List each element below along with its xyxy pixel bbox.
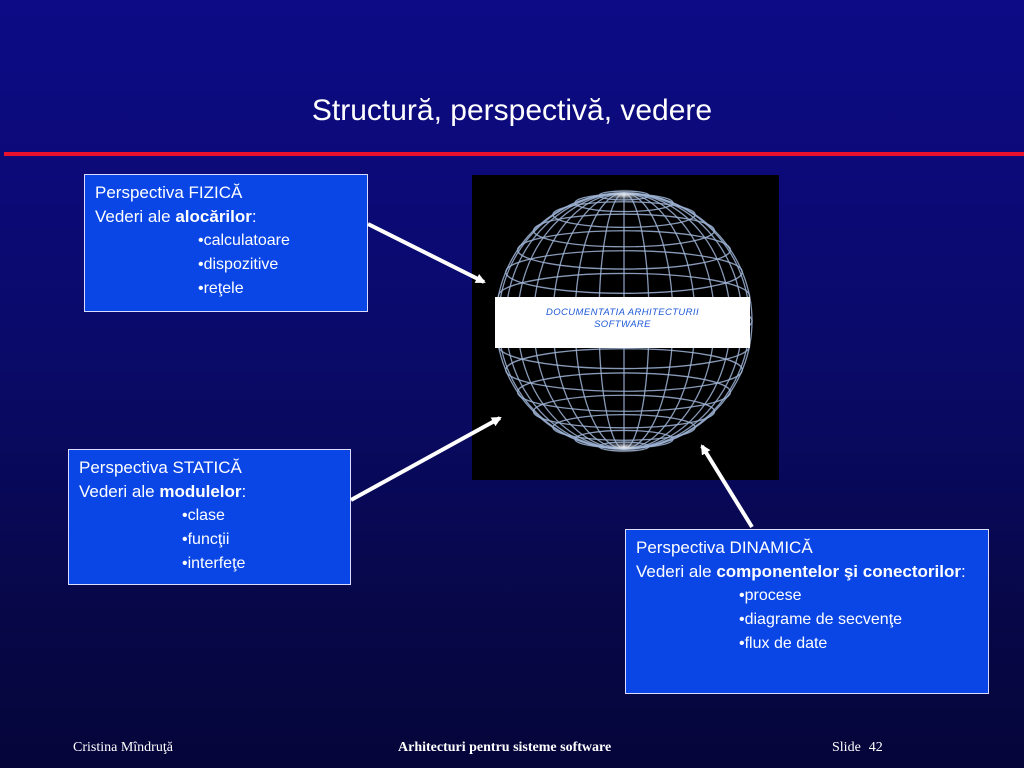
- footer-slide-number: [832, 740, 883, 756]
- views-bold: alocărilor: [175, 207, 252, 226]
- list-item: •funcţii: [182, 531, 230, 548]
- arrow-dynamic-to-globe: [702, 446, 752, 527]
- footer-course-title: Arhitecturi pentru sisteme software: [398, 740, 612, 755]
- box-heading: Perspectiva FIZICĂ: [95, 183, 243, 202]
- views-suffix: :: [241, 482, 247, 501]
- list-item: •diagrame de secvenţe: [739, 611, 903, 628]
- views-prefix: Vederi ale: [95, 207, 176, 226]
- views-bold: componentelor şi conectorilor: [716, 562, 961, 581]
- views-suffix: :: [961, 562, 966, 581]
- list-item: •interfeţe: [182, 555, 246, 572]
- page-title: Structură, perspectivă, vedere: [311, 94, 713, 127]
- arrow-physical-to-globe: [368, 224, 484, 282]
- list-item: •calculatoare: [198, 232, 290, 249]
- slide-label: Slide: [832, 740, 861, 755]
- views-suffix: :: [251, 207, 257, 226]
- list-item: •dispozitive: [198, 256, 279, 273]
- list-item: •procese: [739, 587, 802, 604]
- views-prefix: Vederi ale: [636, 562, 717, 581]
- views-prefix: Vederi ale: [79, 482, 160, 501]
- slide-number: 42: [868, 740, 883, 755]
- box-heading: Perspectiva STATICĂ: [79, 458, 242, 477]
- list-item: •flux de date: [739, 635, 828, 652]
- arrow-static-to-globe: [351, 418, 500, 500]
- box-heading: Perspectiva DINAMICĂ: [636, 538, 813, 557]
- views-bold: modulelor: [159, 482, 242, 501]
- label-line-2: SOFTWARE: [594, 319, 651, 330]
- footer-author: Cristina Mîndruţă: [73, 740, 173, 755]
- list-item: •reţele: [198, 280, 244, 297]
- list-item: •clase: [182, 507, 225, 524]
- label-line-1: DOCUMENTATIA ARHITECTURII: [545, 307, 700, 318]
